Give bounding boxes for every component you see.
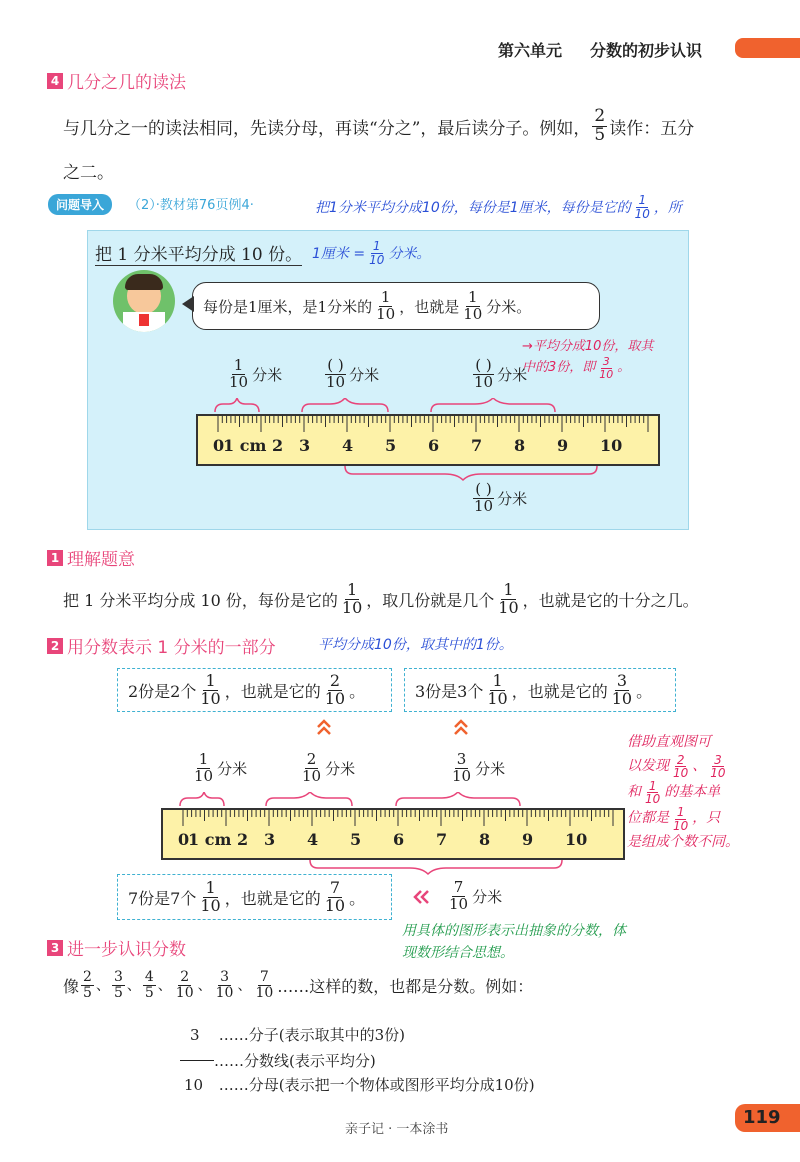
note-top-fraction: $\frac{1}{10}$: [634, 193, 650, 221]
ruler-1-ticks: [198, 416, 658, 436]
ruler2-label-below: $\frac{7}{10}$ 分米: [449, 878, 503, 913]
parts-denominator-row: 10 ……分母(表示把一个物体或图形平均分成10份): [184, 1076, 535, 1094]
header-unit: 第六单元: [498, 41, 563, 60]
paragraph-1-line2: 之二。: [63, 163, 114, 183]
section-2-note: 平均分成10份，取其中的1份。: [318, 637, 513, 653]
ruler-number: 8: [479, 830, 491, 849]
fraction-line-icon: [180, 1060, 214, 1061]
example-badge: [48, 194, 112, 215]
example-box-title: 把 1 分米平均分成 10 份。: [95, 240, 302, 266]
ruler1-label-1: $\frac{1}{10}$ 分米: [229, 356, 283, 391]
ruler-number: 4: [307, 830, 319, 849]
ruler-number: 10: [600, 436, 623, 455]
speech-bubble: 每份是1厘米，是1分米的 $\frac{1}{10}$ ，也就是 $\frac{1}{10}$ 分米。: [192, 282, 600, 330]
green-note: 用具体的图形表示出抽象的分数，体 现数形结合思想。: [402, 923, 626, 962]
para1-text-b: 读作：五分: [609, 118, 695, 139]
parts-numerator-row: 3 ……分子(表示取其中的3份): [190, 1026, 406, 1044]
page-number: 119: [743, 1107, 781, 1128]
para1-text-a: 与几分之一的读法相同，先读分母，再读“分之”，最后读分子。例如，: [63, 118, 591, 139]
page-number-tab: [735, 1104, 800, 1132]
section-4-label: 几分之几的读法: [67, 73, 186, 93]
up-arrow-icon: [453, 718, 469, 736]
ruler-number: 1 cm 2: [188, 830, 249, 849]
speech-bubble-tail: [182, 296, 194, 312]
ruler-2-ticks: [163, 810, 623, 830]
section-4-number: 4: [47, 73, 63, 89]
handwritten-note-top: 把1分米平均分成10份，每份是1厘米，每份是它的 $\frac{1}{10}$ ，所: [315, 193, 682, 221]
paragraph-1: [63, 108, 694, 145]
para3-fraction: $\frac{3}{10}$: [215, 969, 234, 1001]
ruler-number: 4: [342, 436, 354, 455]
up-arrow-icon: [316, 718, 332, 736]
ruler-number: 3: [299, 436, 311, 455]
box-7-tenths: 7份是7个 $\frac{1}{10}$ ，也就是它的 $\frac{7}{10}$ 。: [117, 874, 392, 920]
para3-fraction: $\frac{7}{10}$: [255, 969, 274, 1001]
ruler-number: 0: [213, 436, 225, 455]
ruler2-label-3: $\frac{3}{10}$ 分米: [452, 750, 506, 785]
para3-fraction: $\frac{2}{10}$: [175, 969, 194, 1001]
ruler-number: 9: [522, 830, 534, 849]
footer-text: 亲子记 · 一本涂书: [345, 1122, 449, 1137]
section-4-title: [47, 68, 186, 93]
ruler1-label-3: $\frac{( )}{10}$ 分米: [474, 356, 528, 391]
ruler-number: 9: [557, 436, 569, 455]
ruler1-red-note: →平均分成10份，取其 中的3份，即 $\frac{3}{10}$ 。: [522, 339, 654, 381]
avatar: [113, 270, 175, 332]
example-badge-label: 问题导入: [56, 198, 105, 212]
header-bar: [735, 38, 800, 58]
ruler-number: 5: [350, 830, 362, 849]
ruler2-label-1: $\frac{1}{10}$ 分米: [194, 750, 248, 785]
ruler2-label-2: $\frac{2}{10}$ 分米: [302, 750, 356, 785]
ruler-number: 3: [264, 830, 276, 849]
section-3-title: 3 进一步认识分数: [47, 935, 186, 960]
paragraph-3: 像 $\frac{2}{5}$ 、 $\frac{3}{5}$ 、 $\frac{4}{5}$ 、 $\frac{2}{10}$ 、 $\frac{3}{10}$ 、 $\frac{7}{10}$ ……这样的数，也都是分数。例如：: [63, 969, 534, 1001]
section-1-title: 1 理解题意: [47, 545, 135, 570]
para1-fraction: $\frac{2}{5}$: [594, 106, 606, 145]
example-label: （2）·教材第76页例4·: [128, 198, 254, 213]
paragraph-2: 把 1 分米平均分成 10 份，每份是它的 $\frac{1}{10}$ ，取几份就是几个 $\frac{1}{10}$ ，也就是它的十分之几。: [63, 580, 699, 617]
box-handwritten-note: 1厘米 = $\frac{1}{10}$ 分米。: [312, 239, 431, 267]
section-2-title: 2 用分数表示 1 分米的一部分: [47, 633, 276, 658]
ruler-number: 6: [393, 830, 405, 849]
para3-fraction: $\frac{3}{5}$: [113, 969, 123, 1001]
ruler1-label-below: $\frac{( )}{10}$ 分米: [474, 480, 528, 515]
ruler-number: 5: [385, 436, 397, 455]
ruler-number: 0: [178, 830, 190, 849]
para3-fraction: $\frac{2}{5}$: [83, 969, 92, 1001]
para3-fraction: $\frac{4}{5}$: [144, 969, 154, 1001]
ruler-number: 6: [428, 436, 440, 455]
ruler1-label-2: $\frac{( )}{10}$ 分米: [326, 356, 380, 391]
ruler-number: 7: [471, 436, 483, 455]
ruler-number: 1 cm 2: [223, 436, 284, 455]
ruler-number: 10: [565, 830, 588, 849]
left-arrow-icon: [412, 889, 430, 905]
ruler-number: 8: [514, 436, 526, 455]
ruler-number: 7: [436, 830, 448, 849]
header-topic: 分数的初步认识: [590, 41, 703, 60]
box-3-tenths: 3份是3个 $\frac{1}{10}$ ，也就是它的 $\frac{3}{10}$ 。: [404, 668, 676, 712]
side-note: 借助直观图可 以发现 $\frac{2}{10}$ 、 $\frac{3}{10}$ 和 $\frac{1}{10}$ 的基本单 位都是 $\frac{1}{10}$ ，只 是组成个数不同。: [627, 734, 739, 851]
box-2-tenths: 2份是2个 $\frac{1}{10}$ ，也就是它的 $\frac{2}{10}$ 。: [117, 668, 392, 712]
parts-line-row: ……分数线(表示平均分): [180, 1050, 376, 1071]
